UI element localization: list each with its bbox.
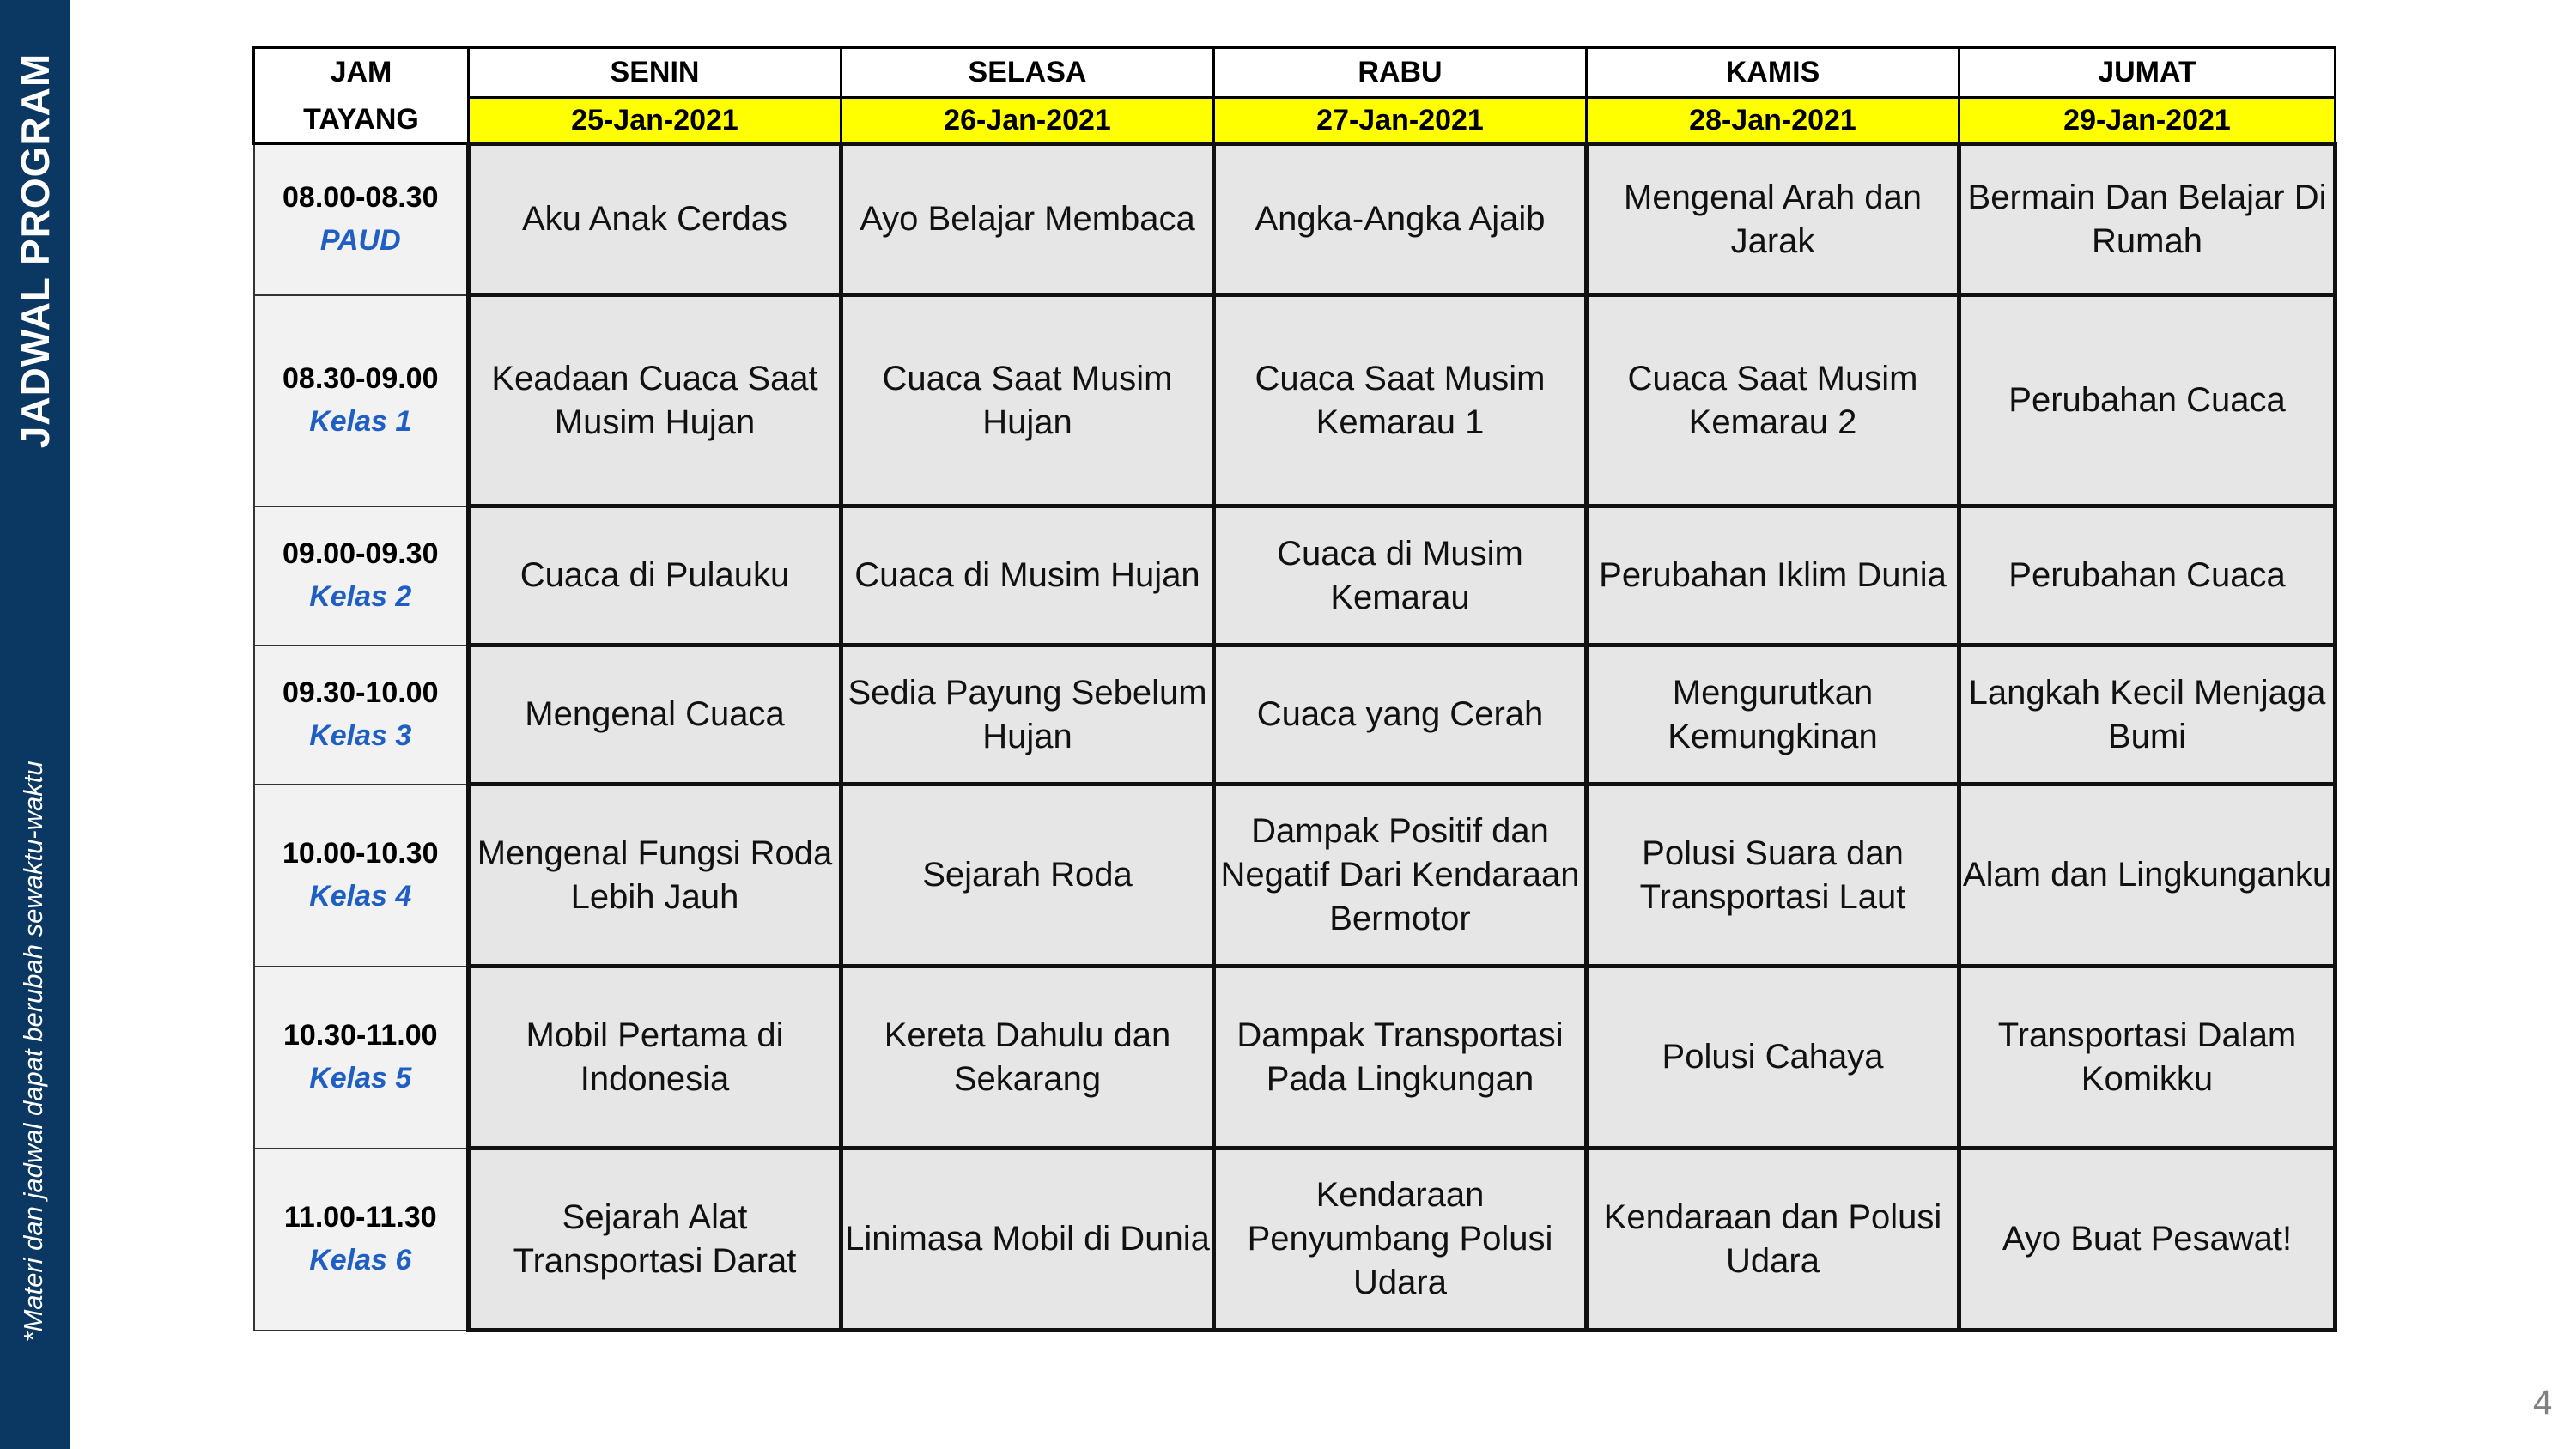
time-range: 08.30-09.00	[283, 362, 439, 396]
program-cell: Perubahan Cuaca	[1959, 295, 2336, 506]
header-row-dates	[254, 98, 2336, 144]
time-range: 10.30-11.00	[283, 1019, 438, 1052]
program-cell: Aku Anak Cerdas	[469, 144, 841, 295]
class-level: Kelas 5	[309, 1061, 412, 1094]
sidebar-note: *Materi dan jadwal dapat berubah sewaktu-waktu	[18, 761, 48, 1343]
time-slot-cell	[254, 295, 469, 506]
program-cell: Cuaca di Pulauku	[469, 506, 841, 646]
schedule-row	[254, 785, 2336, 967]
program-cell: Kereta Dahulu dan Sekarang	[841, 967, 1214, 1149]
jam-tayang-label: JAM TAYANG	[303, 56, 419, 136]
time-slot-cell	[254, 967, 469, 1149]
program-cell: Cuaca di Musim Hujan	[841, 506, 1214, 646]
schedule-row	[254, 295, 2336, 506]
class-level: Kelas 1	[309, 404, 412, 438]
time-range: 09.30-10.00	[283, 676, 439, 710]
program-cell: Sedia Payung Sebelum Hujan	[841, 646, 1214, 785]
program-cell: Dampak Positif dan Negatif Dari Kendaraan Bermotor	[1214, 785, 1587, 967]
program-cell: Cuaca Saat Musim Hujan	[841, 295, 1214, 506]
program-cell: Langkah Kecil Menjaga Bumi	[1959, 646, 2336, 785]
program-cell: Sejarah Alat Transportasi Darat	[469, 1149, 841, 1331]
day-header-selasa: SELASA	[841, 48, 1214, 98]
schedule-row	[254, 506, 2336, 646]
class-level: Kelas 2	[309, 579, 412, 613]
class-level: Kelas 3	[309, 718, 412, 752]
program-cell: Cuaca Saat Musim Kemarau 2	[1587, 295, 1959, 506]
header-row-days	[254, 48, 2336, 98]
program-cell: Polusi Suara dan Transportasi Laut	[1587, 785, 1959, 967]
program-cell: Keadaan Cuaca Saat Musim Hujan	[469, 295, 841, 506]
class-level: Kelas 6	[309, 1243, 412, 1276]
day-header-rabu: RABU	[1214, 48, 1587, 98]
date-header-rabu: 27-Jan-2021	[1214, 98, 1587, 144]
time-slot-cell	[254, 646, 469, 785]
program-cell: Kendaraan dan Polusi Udara	[1587, 1149, 1959, 1331]
sidebar-title: JADWAL PROGRAM	[13, 52, 58, 449]
time-slot-cell	[254, 1149, 469, 1331]
program-cell: Cuaca yang Cerah	[1214, 646, 1587, 785]
program-cell: Ayo Buat Pesawat!	[1959, 1149, 2336, 1331]
day-header-senin: SENIN	[469, 48, 841, 98]
program-cell: Mengenal Cuaca	[469, 646, 841, 785]
schedule-row	[254, 646, 2336, 785]
time-range: 10.00-10.30	[283, 837, 439, 870]
schedule-row	[254, 144, 2336, 295]
program-cell: Bermain Dan Belajar Di Rumah	[1959, 144, 2336, 295]
time-range: 11.00-11.30	[283, 1201, 437, 1234]
time-range: 08.00-08.30	[283, 181, 439, 215]
program-cell: Dampak Transportasi Pada Lingkungan	[1214, 967, 1587, 1149]
program-cell: Linimasa Mobil di Dunia	[841, 1149, 1214, 1331]
jam-tayang-header	[254, 48, 469, 144]
date-header-senin: 25-Jan-2021	[469, 98, 841, 144]
time-slot-cell	[254, 506, 469, 646]
program-cell: Mengurutkan Kemungkinan	[1587, 646, 1959, 785]
time-range: 09.00-09.30	[283, 537, 439, 571]
program-cell: Alam dan Lingkunganku	[1959, 785, 2336, 967]
program-cell: Ayo Belajar Membaca	[841, 144, 1214, 295]
program-cell: Polusi Cahaya	[1587, 967, 1959, 1149]
program-cell: Kendaraan Penyumbang Polusi Udara	[1214, 1149, 1587, 1331]
program-cell: Mobil Pertama di Indonesia	[469, 967, 841, 1149]
program-cell: Cuaca Saat Musim Kemarau 1	[1214, 295, 1587, 506]
schedule-row	[254, 967, 2336, 1149]
date-header-selasa: 26-Jan-2021	[841, 98, 1214, 144]
day-header-jumat: JUMAT	[1959, 48, 2336, 98]
day-header-kamis: KAMIS	[1587, 48, 1959, 98]
program-cell: Mengenal Arah dan Jarak	[1587, 144, 1959, 295]
program-cell: Perubahan Cuaca	[1959, 506, 2336, 646]
date-header-kamis: 28-Jan-2021	[1587, 98, 1959, 144]
time-slot-cell	[254, 144, 469, 295]
program-cell: Angka-Angka Ajaib	[1214, 144, 1587, 295]
time-slot-cell	[254, 785, 469, 967]
page-number: 4	[2533, 1384, 2553, 1422]
program-cell: Mengenal Fungsi Roda Lebih Jauh	[469, 785, 841, 967]
schedule-table	[252, 46, 2337, 1332]
class-level: PAUD	[319, 223, 401, 257]
program-cell: Transportasi Dalam Komikku	[1959, 967, 2336, 1149]
schedule-row	[254, 1149, 2336, 1331]
program-cell: Perubahan Iklim Dunia	[1587, 506, 1959, 646]
date-header-jumat: 29-Jan-2021	[1959, 98, 2336, 144]
program-cell: Sejarah Roda	[841, 785, 1214, 967]
program-cell: Cuaca di Musim Kemarau	[1214, 506, 1587, 646]
class-level: Kelas 4	[309, 879, 412, 912]
sidebar	[0, 0, 70, 1449]
